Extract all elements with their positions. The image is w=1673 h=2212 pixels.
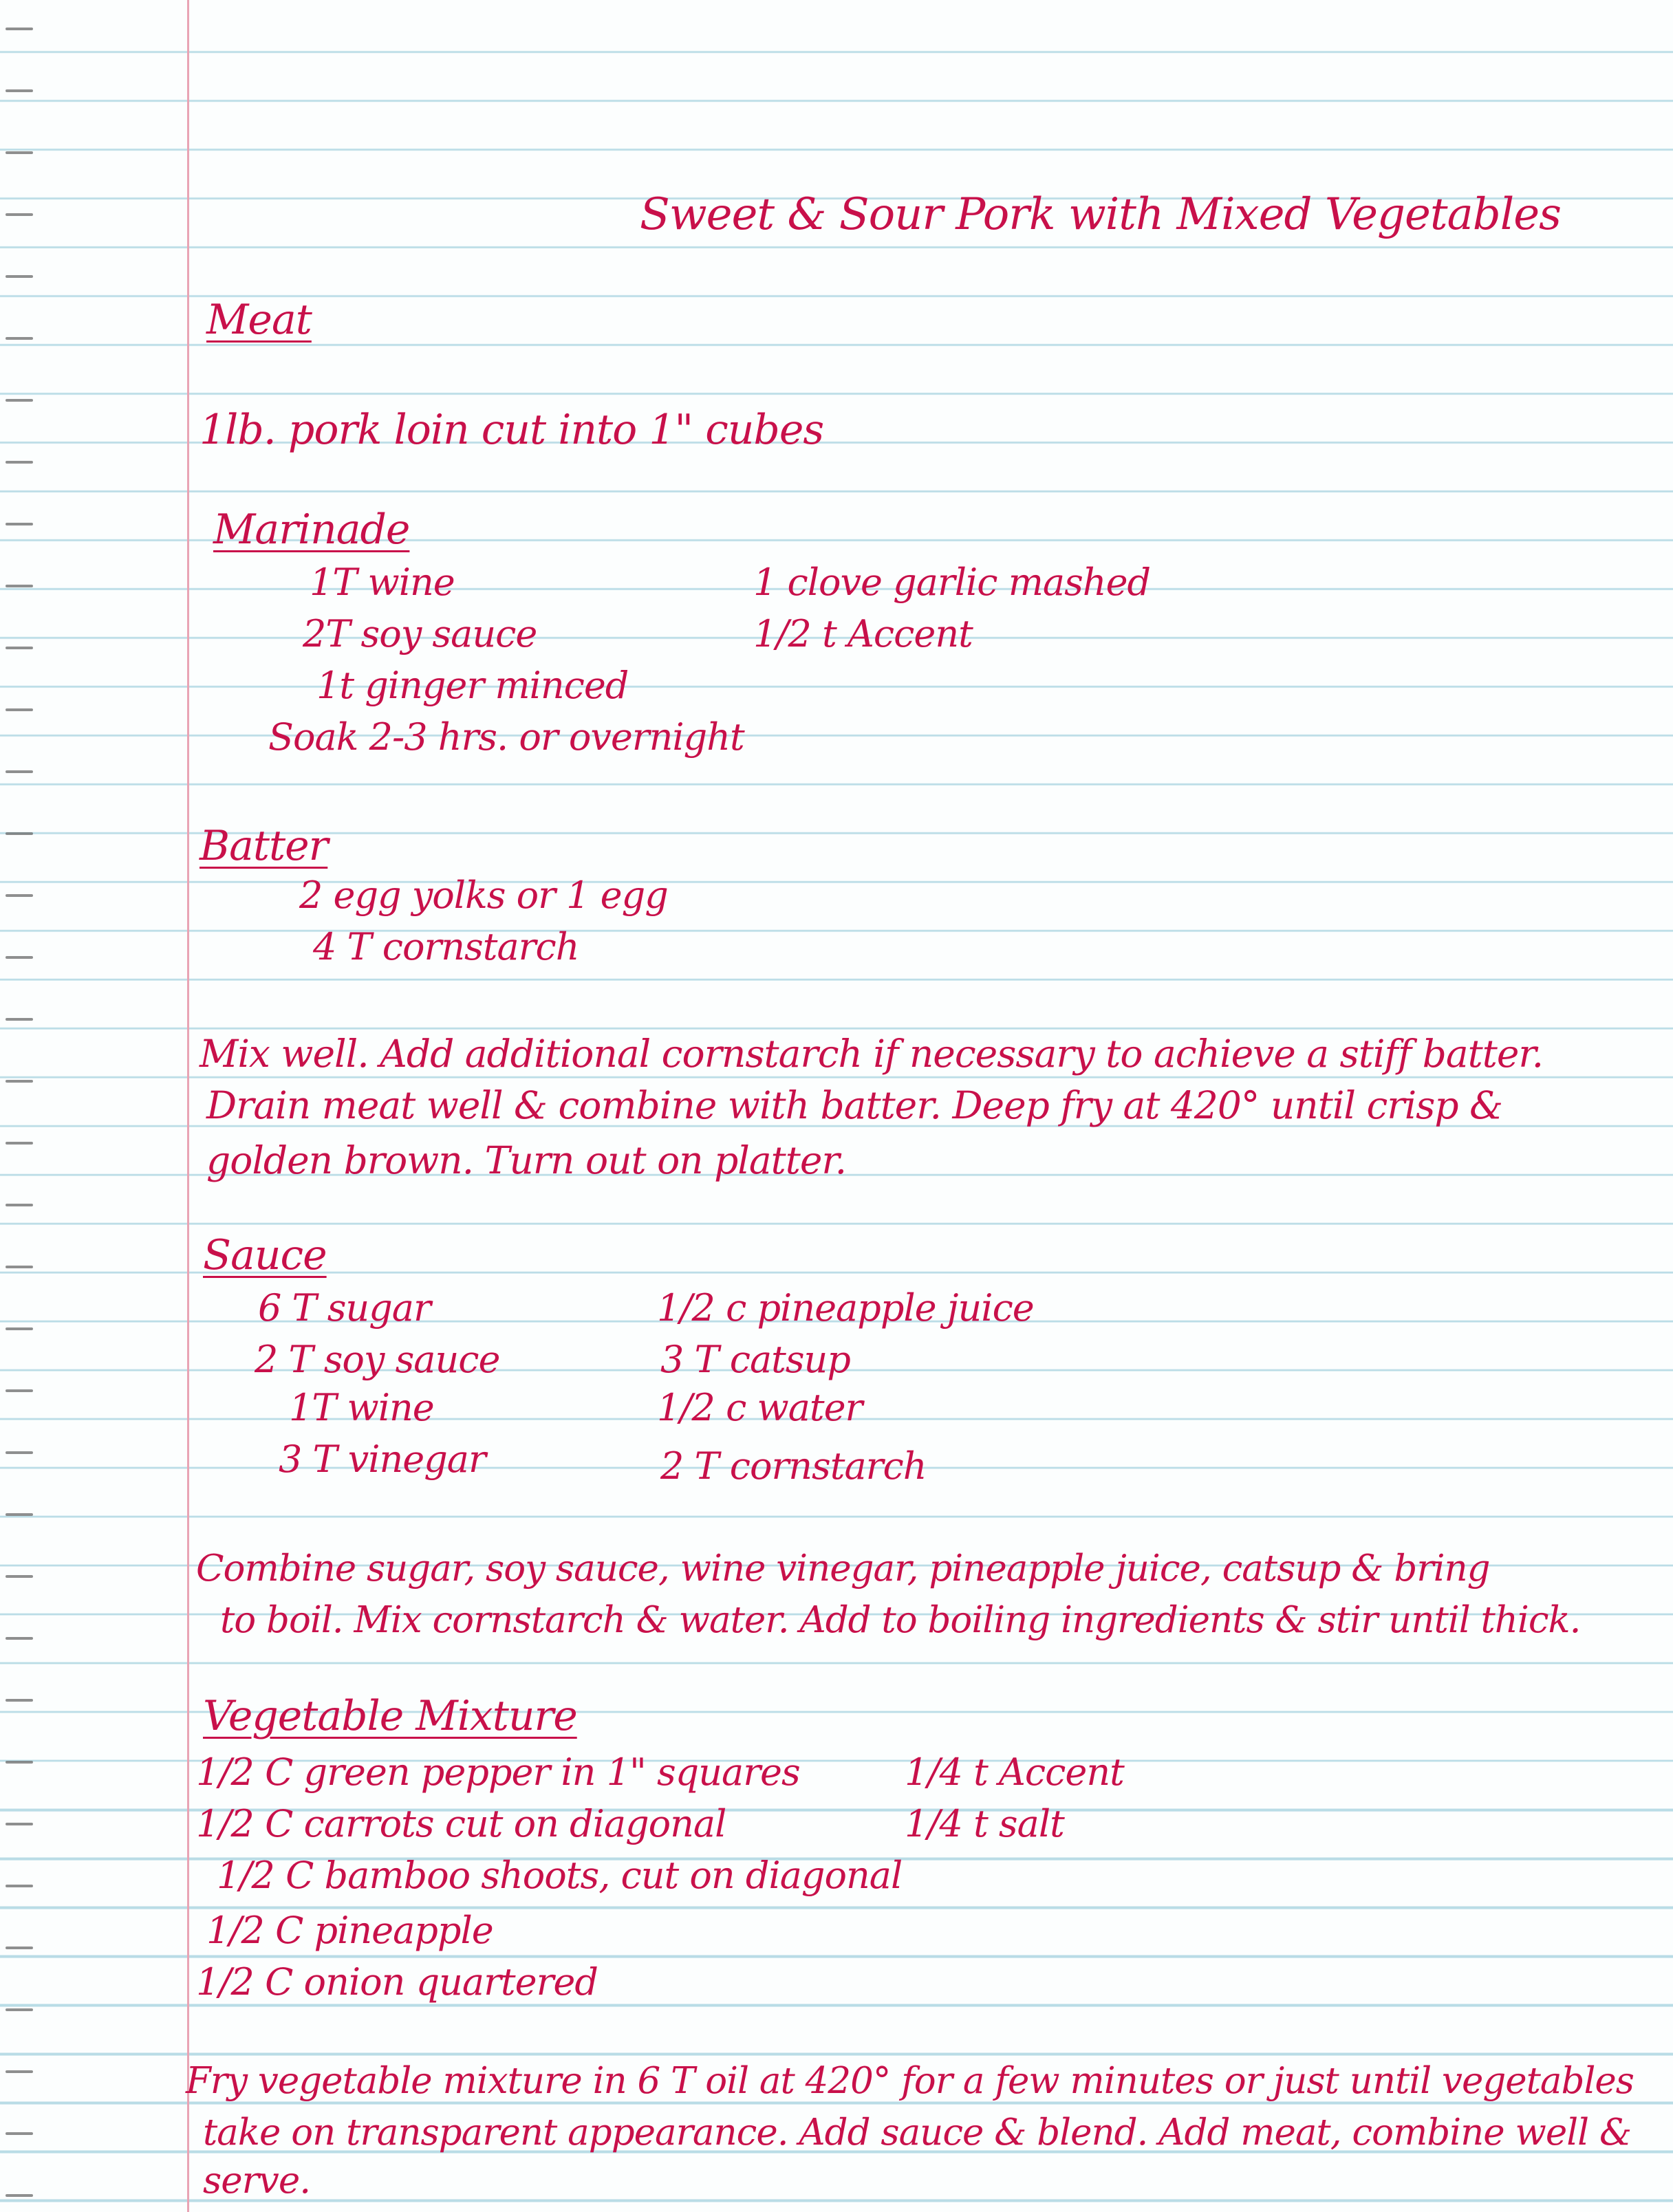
binder-edge-mark (6, 1637, 33, 1640)
binder-edge-mark (6, 832, 33, 835)
binder-edge-mark (6, 708, 33, 711)
vegetable-heading: Vegetable Mixture (203, 1692, 577, 1740)
batter-item: 2 egg yolks or 1 egg (299, 874, 668, 917)
batter-item: 4 T cornstarch (313, 925, 579, 968)
marinade-heading: Marinade (213, 506, 410, 554)
sauce-item: 6 T sugar (258, 1286, 431, 1330)
binder-edge-mark (6, 1204, 33, 1206)
vegetable-item: 1/2 C green pepper in 1" squares (196, 1750, 800, 1794)
batter-heading: Batter (199, 822, 328, 870)
binder-edge-mark (6, 523, 33, 525)
binder-edge-mark (6, 647, 33, 649)
marinade-item: 2T soy sauce (303, 612, 537, 655)
batter-instruction-line: Mix well. Add additional cornstarch if necessary to achieve a stiff batter. (199, 1032, 1544, 1076)
binder-edge-mark (6, 1823, 33, 1825)
binder-edge-mark (6, 1575, 33, 1578)
binder-edge-mark (6, 1142, 33, 1145)
binder-edge-mark (6, 1699, 33, 1702)
binder-edge-mark (6, 1451, 33, 1454)
final-instruction-line: take on transparent appearance. Add sauce & blend. Add meat, combine well & (203, 2112, 1632, 2154)
binder-edge-mark (6, 1947, 33, 1949)
binder-edge-mark (6, 2194, 33, 2197)
binder-edge-mark (6, 1885, 33, 1887)
recipe-title: Sweet & Sour Pork with Mixed Vegetables (640, 189, 1561, 240)
sauce-item: 2 T soy sauce (255, 1338, 500, 1381)
binder-edge-mark (6, 2070, 33, 2073)
vegetable-seasoning: 1/4 t salt (905, 1802, 1064, 1845)
batter-instruction-line: golden brown. Turn out on platter. (206, 1138, 847, 1182)
binder-edge-mark (6, 151, 33, 154)
margin-line (187, 0, 189, 2212)
binder-edge-mark (6, 337, 33, 340)
marinade-item: 1/2 t Accent (753, 612, 973, 655)
binder-edge (0, 0, 41, 2212)
binder-edge-mark (6, 89, 33, 92)
binder-edge-mark (6, 770, 33, 773)
batter-instruction-line: Drain meat well & combine with batter. Deep fry at 420° until crisp & (206, 1083, 1503, 1127)
binder-edge-mark (6, 585, 33, 587)
binder-edge-mark (6, 399, 33, 402)
vegetable-item: 1/2 C carrots cut on diagonal (196, 1802, 726, 1845)
sauce-instruction-line: Combine sugar, soy sauce, wine vinegar, pineapple juice, catsup & bring (196, 1548, 1490, 1590)
binder-edge-mark (6, 461, 33, 464)
binder-edge-mark (6, 28, 33, 30)
binder-edge-mark (6, 1018, 33, 1021)
marinade-item: 1 clove garlic mashed (753, 561, 1151, 604)
binder-edge-mark (6, 1513, 33, 1516)
final-instruction-line: Fry vegetable mixture in 6 T oil at 420° for a few minutes or just until vegetables (186, 2060, 1634, 2102)
sauce-item: 1/2 c pineapple juice (657, 1286, 1034, 1330)
sauce-item: 2 T cornstarch (660, 1444, 927, 1488)
binder-edge-mark (6, 213, 33, 216)
vegetable-seasoning: 1/4 t Accent (905, 1750, 1124, 1794)
binder-edge-mark (6, 2132, 33, 2135)
final-instruction-line: serve. (203, 2160, 311, 2202)
sauce-heading: Sauce (203, 1231, 327, 1279)
binder-edge-mark (6, 1327, 33, 1330)
vegetable-item: 1/2 C bamboo shoots, cut on diagonal (217, 1854, 903, 1897)
sauce-item: 1T wine (289, 1386, 434, 1429)
vegetable-item: 1/2 C pineapple (206, 1909, 493, 1952)
binder-edge-mark (6, 1266, 33, 1268)
binder-edge-mark (6, 894, 33, 897)
marinade-item: 1t ginger minced (316, 664, 629, 707)
meat-heading: Meat (206, 296, 312, 344)
sauce-item: 3 T catsup (660, 1338, 850, 1381)
binder-edge-mark (6, 1080, 33, 1083)
meat-line: 1lb. pork loin cut into 1" cubes (199, 406, 824, 454)
marinade-item: 1T wine (310, 561, 455, 604)
sauce-item: 1/2 c water (657, 1386, 863, 1429)
binder-edge-mark (6, 1389, 33, 1392)
sauce-item: 3 T vinegar (279, 1438, 486, 1481)
binder-edge-mark (6, 275, 33, 278)
sauce-instruction-line: to boil. Mix cornstarch & water. Add to boiling ingredients & stir until thick. (220, 1599, 1581, 1641)
binder-edge-mark (6, 2008, 33, 2011)
binder-edge-mark (6, 1761, 33, 1764)
vegetable-item: 1/2 C onion quartered (196, 1960, 598, 2004)
marinade-soak: Soak 2-3 hrs. or overnight (268, 715, 744, 759)
binder-edge-mark (6, 956, 33, 959)
